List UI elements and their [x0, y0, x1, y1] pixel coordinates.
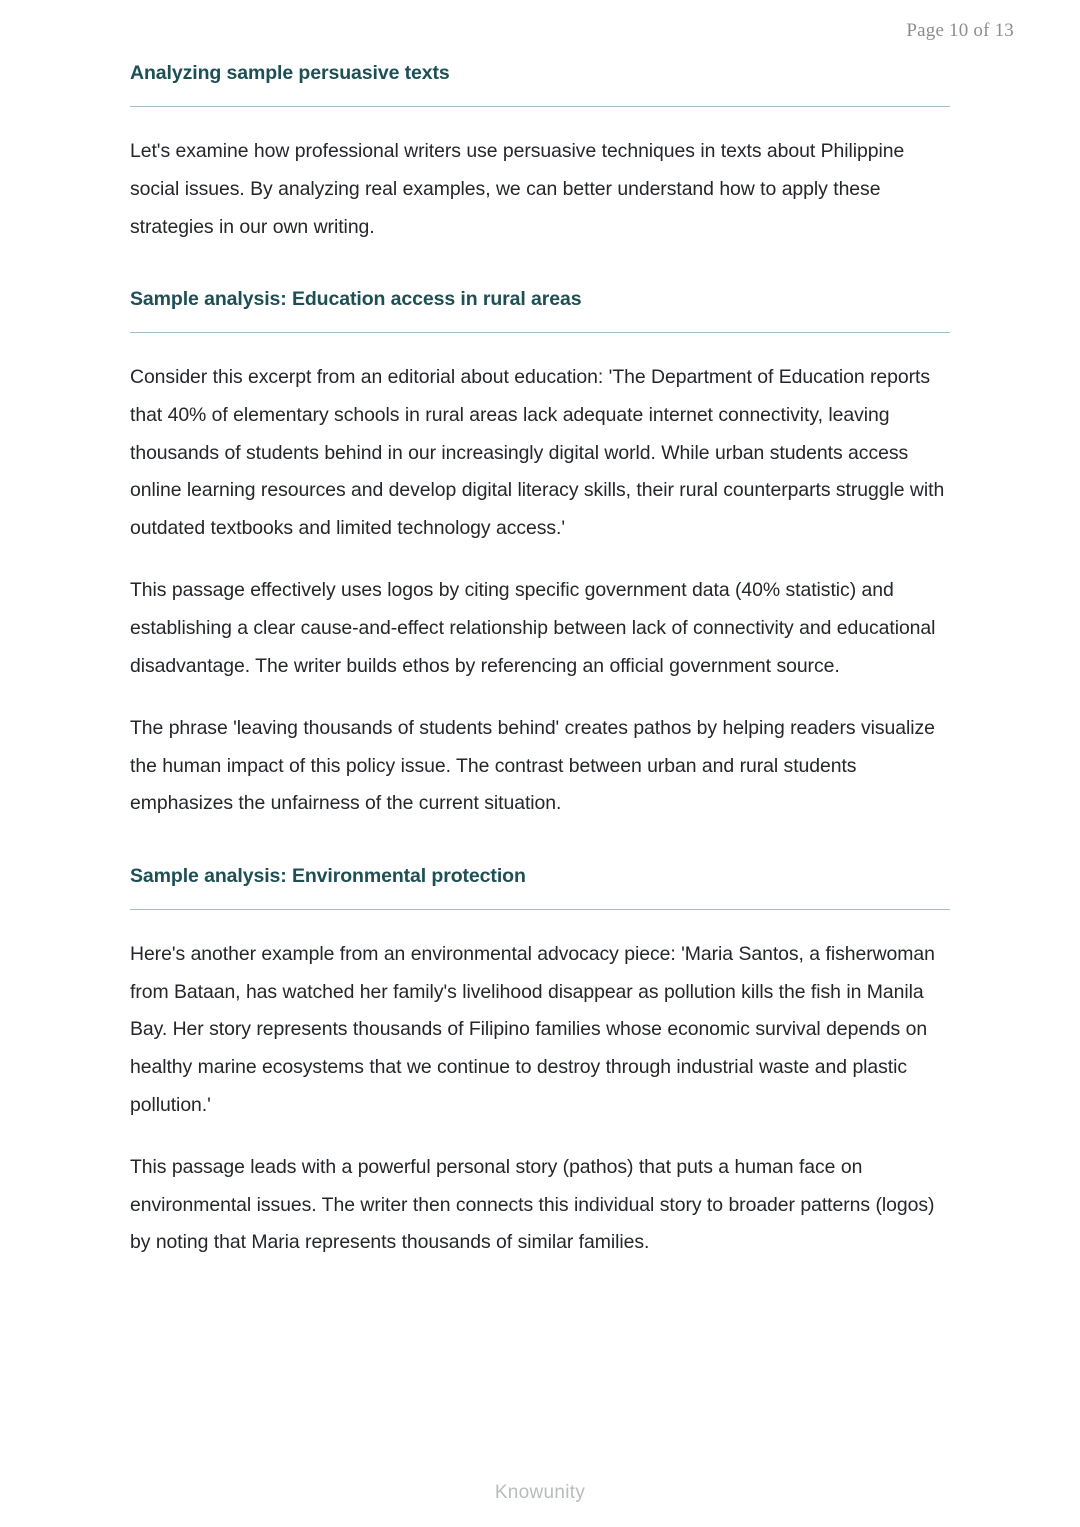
- heading-divider: [130, 106, 950, 107]
- knowunity-watermark: Knowunity: [494, 1482, 586, 1503]
- section-heading-sample-analysis-environmental-protection: Sample analysis: Environmental protection: [130, 864, 526, 887]
- heading-divider: [130, 909, 950, 910]
- paragraph: Consider this excerpt from an editorial about education: 'The Department of Education reports that 40% of elementary schools in rural areas lack adequate internet connectivity, leaving thousands of students behind in our increasingly digital world. While urban students access online learning resources and develop digital literacy skills, their rural counterparts struggle with outdated textbooks and limited technology access.': [130, 366, 945, 539]
- paragraph: Here's another example from an environmental advocacy piece: 'Maria Santos, a fisherwoman from Bataan, has watched her family's livelihood disappear as pollution kills the fish in Manila Bay. Her story represents thousands of Filipino families whose economic survival depends on healthy marine ecosystems that we continue to destroy through industrial waste and plastic pollution.': [130, 943, 935, 1116]
- page-number-label: Page 10 of 13: [906, 20, 1014, 41]
- paragraph: This passage leads with a powerful personal story (pathos) that puts a human face on environmental issues. The writer then connects this individual story to broader patterns (logos) by noting that Maria represents thousands of similar families.: [130, 1156, 935, 1254]
- section-heading-block: [130, 863, 950, 910]
- section-heading-analyzing-sample-persuasive-texts: Analyzing sample persuasive texts: [130, 62, 450, 84]
- section-heading-sample-analysis-education-access: Sample analysis: Education access in rural areas: [130, 288, 582, 311]
- document-content: [130, 60, 950, 1262]
- heading-divider: [130, 332, 950, 333]
- paragraph: Let's examine how professional writers use persuasive techniques in texts about Philippine social issues. By analyzing real examples, we can better understand how to apply these strategies in our own writing.: [130, 140, 905, 238]
- section-heading-block: [130, 60, 950, 107]
- paragraph: This passage effectively uses logos by citing specific government data (40% statistic) and establishing a clear cause-and-effect relationship between lack of connectivity and educational disadvantage. The writer builds ethos by referencing an official government source.: [130, 579, 936, 677]
- section-heading-block: [130, 286, 950, 333]
- paragraph: The phrase 'leaving thousands of students behind' creates pathos by helping readers visualize the human impact of this policy issue. The contrast between urban and rural students emphasizes the unfairness of the current situation.: [130, 717, 935, 815]
